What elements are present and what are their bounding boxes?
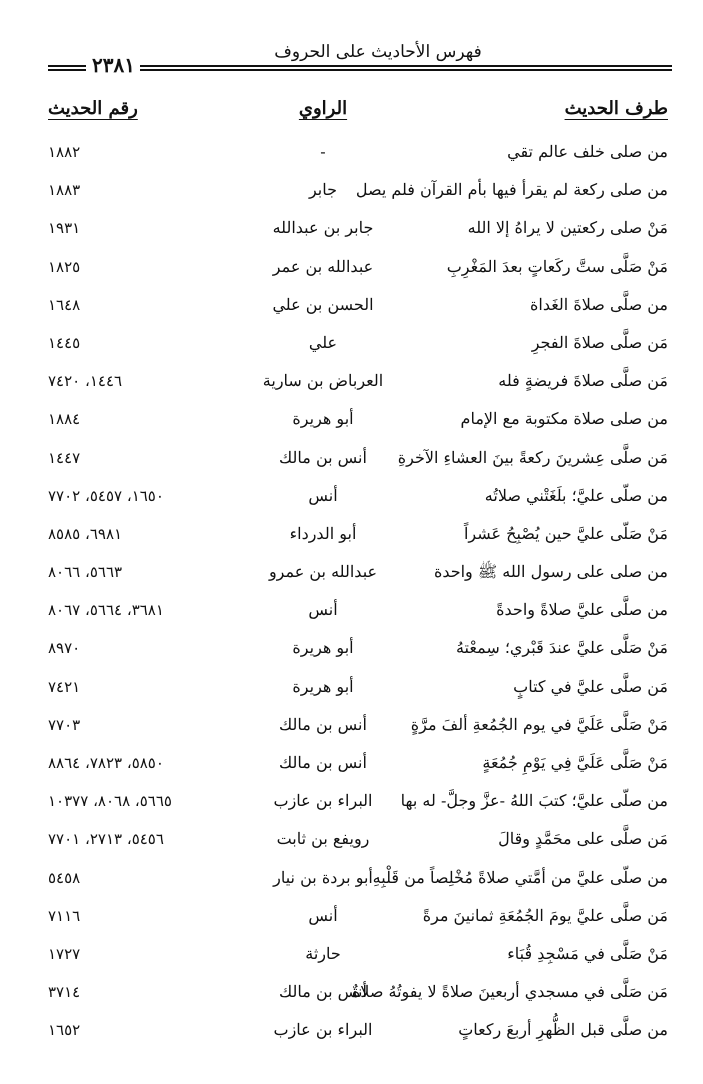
hadith-number: ٧٤٢١: [48, 677, 81, 696]
narrator: عبدالله بن عمر: [272, 256, 374, 276]
list-item: [48, 288, 668, 326]
hadith-text: مَن صلَّى عِشرينَ ركعةً بينَ العشاءِ الآخرةِ: [397, 447, 668, 467]
page-title: فهرس الأحاديث على الحروف: [274, 42, 482, 62]
hadith-text: مَنْ صلى ركعتين لا يراهُ إلا الله: [467, 218, 668, 238]
hadith-text: من صلّى عليَّ من أمَّتي صلاةً مُخْلِصاً من قَلْبِهِ: [372, 867, 668, 887]
list-item: [48, 708, 668, 746]
hadith-text: مَنْ صَلَّى ستَّ ركَعاتٍ بعدَ المَغْرِبِ: [446, 256, 668, 276]
header-rule: [140, 65, 672, 67]
narrator: جابر: [308, 180, 338, 200]
narrator: أبو هريرة: [292, 409, 354, 429]
list-item: [48, 861, 668, 899]
hadith-number: ١٨٢٥: [48, 257, 81, 276]
hadith-number: ١٦٥٢: [48, 1021, 81, 1040]
narrator: الحسن بن علي: [272, 294, 374, 314]
narrator: أنس بن مالك: [279, 447, 367, 467]
hadith-number: ١٦٤٨: [48, 295, 81, 314]
hadith-text: مَن صلَّى على محَمَّدٍ وقالَ: [498, 829, 668, 849]
list-item: [48, 1013, 668, 1051]
hadith-text: من صلى خلف عالم تقي: [507, 142, 668, 161]
page-header: [48, 38, 672, 78]
narrator: أنس: [308, 600, 338, 620]
list-item: [48, 899, 668, 937]
hadith-text: مَنْ صَلَّى عَلَيَّ فِي يَوْمِ جُمُعَةٍ: [482, 753, 668, 772]
narrator: أبو هريرة: [292, 676, 354, 696]
hadith-text: من صلّى عليَّ؛ كتبَ اللهُ -عزَّ وجلَّ- له بها: [400, 791, 668, 811]
list-item: [48, 326, 668, 364]
narrator: أنس بن مالك: [279, 982, 367, 1002]
list-item: [48, 441, 668, 479]
narrator: عبدالله بن عمرو: [268, 562, 378, 582]
hadith-text: من صلَّى صلاةَ الغَداة: [529, 294, 668, 314]
list-item: [48, 746, 668, 784]
hadith-number: ١٤٤٦، ٧٤٢٠: [48, 372, 123, 391]
hadith-index-list: [48, 135, 668, 1052]
column-header-number: رقم الحديث: [48, 98, 138, 119]
list-item: [48, 631, 668, 669]
narrator: أبو هريرة: [292, 638, 354, 658]
hadith-number: ٧٧٠٣: [48, 715, 81, 734]
hadith-number: ٥٤٥٨: [48, 868, 81, 887]
hadith-text: مَن صَلَّى في مسجدي أربعينَ صلاةً لا يفوتُهُ صلاةٌ: [351, 982, 668, 1002]
hadith-number: ٨٩٧٠: [48, 639, 81, 658]
hadith-number: ٥٦٦٣، ٨٠٦٦: [48, 563, 123, 582]
list-item: [48, 135, 668, 173]
hadith-number: ٧١١٦: [48, 906, 81, 925]
header-rule-left-double: [48, 69, 86, 71]
narrator: حارثة: [305, 943, 341, 963]
hadith-text: من صلى ركعة لم يقرأ فيها بأم القرآن فلم يصل: [355, 180, 668, 200]
hadith-text: مَنْ صَلَّى في مَسْجِدِ قُبَاء: [507, 943, 668, 963]
list-item: [48, 555, 668, 593]
hadith-text: مَنْ صَلّى عليَّ حين يُصْبِحُ عَشراً: [463, 523, 668, 543]
hadith-text: من صلّى عليَّ؛ بلَغَتْني صلاتُه: [484, 485, 668, 505]
list-item: [48, 593, 668, 631]
narrator: البراء بن عازب: [273, 791, 373, 811]
hadith-number: ٥٨٥٠، ٧٨٢٣، ٨٨٦٤: [48, 754, 164, 772]
hadith-number: ١٦٥٠، ٥٤٥٧، ٧٧٠٢: [48, 486, 164, 505]
hadith-number: ٥٦٦٥، ٨٠٦٨، ١٠٣٧٧: [48, 792, 172, 811]
narrator: أبو الدرداء: [289, 523, 357, 543]
list-item: [48, 784, 668, 822]
list-item: [48, 670, 668, 708]
list-item: [48, 479, 668, 517]
hadith-number: ١٨٨٢: [48, 143, 81, 161]
column-header-narrator: الراوي: [298, 98, 348, 119]
hadith-number: ١٨٨٤: [48, 410, 81, 429]
hadith-text: مَنْ صَلَّى عليَّ عندَ قَبْري؛ سِمعْتهُ: [455, 638, 668, 658]
hadith-number: ٣٦٨١، ٥٦٦٤، ٨٠٦٧: [48, 601, 164, 620]
narrator: البراء بن عازب: [273, 1020, 373, 1040]
list-item: [48, 402, 668, 440]
hadith-text: مَن صلَّى صلاةَ الفجرِ: [531, 332, 668, 352]
narrator: رويفع بن ثابت: [276, 829, 370, 849]
hadith-number: ١٩٣١: [48, 219, 81, 238]
list-item: [48, 822, 668, 860]
narrator: أنس بن مالك: [279, 714, 367, 734]
hadith-number: ٣٧١٤: [48, 983, 81, 1002]
list-item: [48, 250, 668, 288]
list-item: [48, 975, 668, 1013]
header-rule-double: [140, 69, 672, 71]
hadith-number: ١٧٢٧: [48, 944, 81, 963]
list-item: [48, 517, 668, 555]
column-headers: [48, 98, 668, 128]
hadith-text: مَن صلَّى عليَّ في كتابٍ: [513, 676, 668, 696]
hadith-number: ١٨٨٣: [48, 181, 81, 200]
hadith-text: من صلَّى قبل الظُّهرِ أربعَ ركعاتٍ: [458, 1020, 668, 1040]
narrator: -: [320, 142, 326, 161]
column-header-hadith: طرف الحديث: [564, 98, 668, 119]
narrator: أبو بردة بن نيار: [273, 867, 373, 887]
narrator: أنس: [308, 485, 338, 505]
hadith-text: من صلى على رسول الله ﷺ واحدة: [433, 562, 668, 582]
hadith-text: مَن صلَّى عليَّ يومَ الجُمُعَةِ ثمانينَ مرةً: [422, 905, 668, 925]
list-item: [48, 364, 668, 402]
narrator: جابر بن عبدالله: [272, 218, 374, 238]
hadith-number: ١٤٤٥: [48, 333, 81, 352]
hadith-text: من صلَّى عليَّ صلاةً واحدةً: [496, 600, 668, 620]
page-number: ٢٣٨١: [88, 54, 139, 76]
list-item: [48, 937, 668, 975]
hadith-text: مَن صلَّى صلاةَ فريضةٍ فله: [498, 371, 668, 391]
narrator: علي: [308, 332, 338, 352]
hadith-number: ٦٩٨١، ٨٥٨٥: [48, 524, 123, 543]
hadith-number: ١٤٤٧: [48, 448, 81, 467]
hadith-text: مَنْ صَلَّى عَلَيَّ في يوم الجُمُعةِ ألفَ مرَّةٍ: [410, 714, 668, 734]
header-rule-left: [48, 65, 86, 67]
narrator: أنس: [308, 905, 338, 925]
hadith-number: ٥٤٥٦، ٢٧١٣، ٧٧٠١: [48, 830, 164, 849]
list-item: [48, 173, 668, 211]
narrator: أنس بن مالك: [279, 753, 367, 772]
narrator: العرباض بن سارية: [262, 371, 384, 391]
hadith-text: من صلى صلاة مكتوبة مع الإمام: [460, 409, 668, 429]
list-item: [48, 211, 668, 249]
